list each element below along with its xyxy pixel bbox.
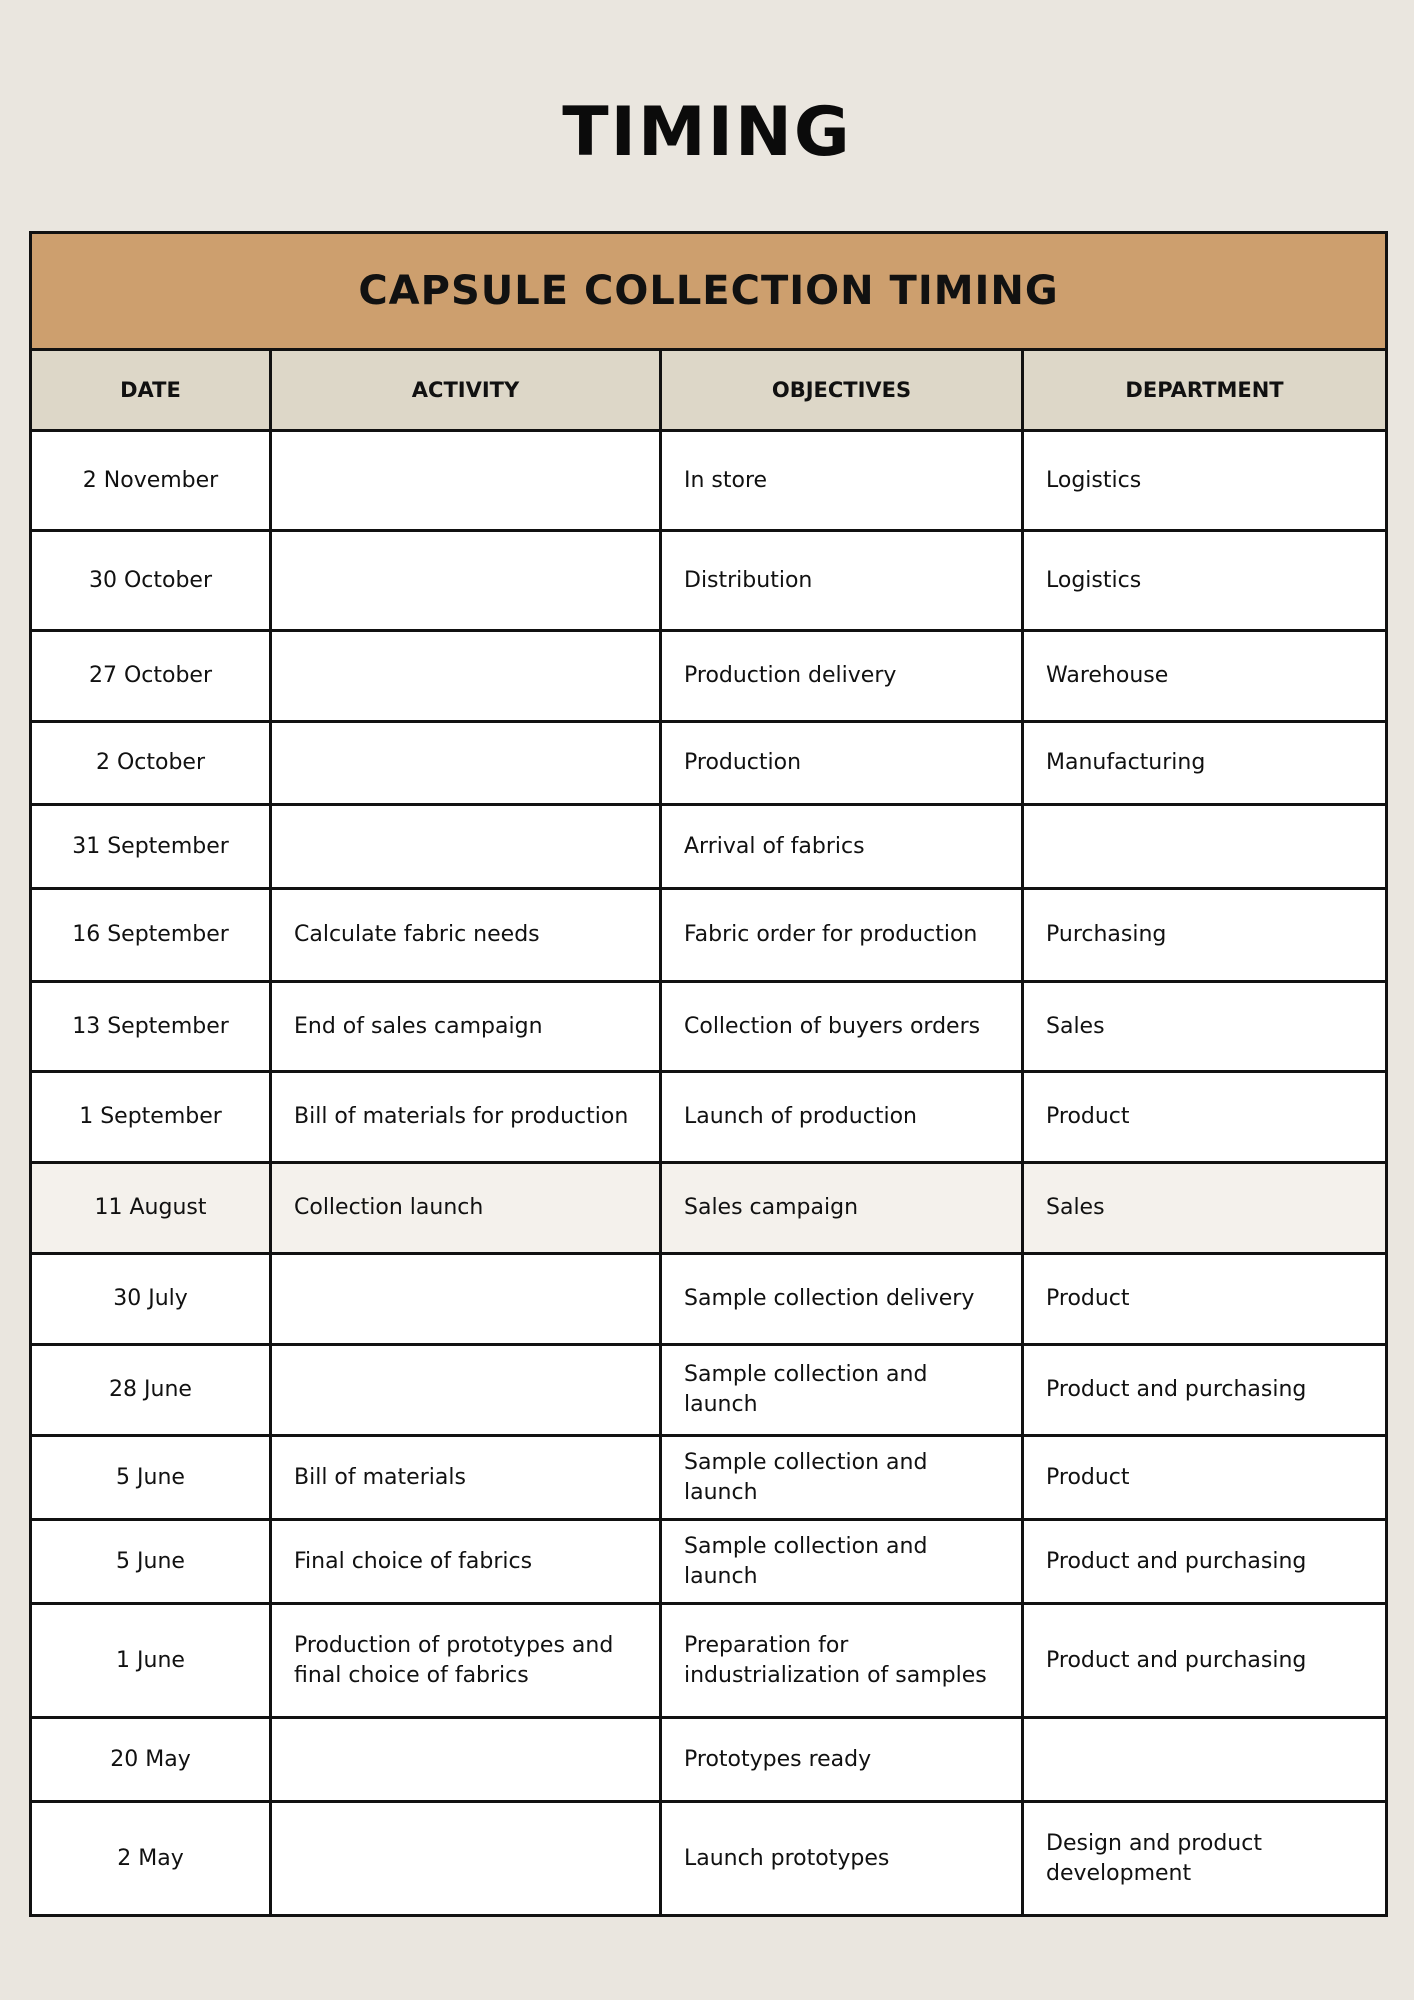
column-header-activity: ACTIVITY xyxy=(271,350,661,431)
department-cell: Sales xyxy=(1023,1163,1387,1254)
date-cell: 2 May xyxy=(31,1802,271,1916)
activity-cell xyxy=(271,431,661,531)
table-row xyxy=(31,1345,1387,1436)
date-cell: 13 September xyxy=(31,982,271,1072)
department-cell: Warehouse xyxy=(1023,631,1387,722)
date-cell: 16 September xyxy=(31,889,271,982)
department-cell: Logistics xyxy=(1023,431,1387,531)
objective-cell: Distribution xyxy=(661,531,1023,631)
department-cell: Product xyxy=(1023,1436,1387,1520)
date-cell: 27 October xyxy=(31,631,271,722)
column-header-department: DEPARTMENT xyxy=(1023,350,1387,431)
date-cell: 2 November xyxy=(31,431,271,531)
date-cell: 28 June xyxy=(31,1345,271,1436)
date-cell: 20 May xyxy=(31,1718,271,1802)
column-header-date: DATE xyxy=(31,350,271,431)
banner-row xyxy=(31,233,1387,350)
table-row xyxy=(31,805,1387,889)
objective-cell: In store xyxy=(661,431,1023,531)
activity-cell xyxy=(271,1802,661,1916)
table-banner-title: CAPSULE COLLECTION TIMING xyxy=(31,233,1387,350)
table-row xyxy=(31,1254,1387,1345)
objective-cell: Sample collection and launch xyxy=(661,1436,1023,1520)
date-cell: 30 July xyxy=(31,1254,271,1345)
department-cell: Product and purchasing xyxy=(1023,1604,1387,1718)
activity-cell xyxy=(271,531,661,631)
objective-cell: Sales campaign xyxy=(661,1163,1023,1254)
activity-cell xyxy=(271,1718,661,1802)
objective-cell: Fabric order for production xyxy=(661,889,1023,982)
table-row xyxy=(31,631,1387,722)
table-row xyxy=(31,1802,1387,1916)
objective-cell: Launch prototypes xyxy=(661,1802,1023,1916)
table-row xyxy=(31,1604,1387,1718)
activity-cell: Production of prototypes and final choice of fabrics xyxy=(271,1604,661,1718)
page-title: TIMING xyxy=(562,93,852,172)
objective-cell: Launch of production xyxy=(661,1072,1023,1163)
activity-cell xyxy=(271,722,661,805)
department-cell xyxy=(1023,805,1387,889)
table-row xyxy=(31,531,1387,631)
activity-cell xyxy=(271,1254,661,1345)
objective-cell: Preparation for industrialization of samples xyxy=(661,1604,1023,1718)
department-cell xyxy=(1023,1718,1387,1802)
department-cell: Purchasing xyxy=(1023,889,1387,982)
activity-cell: Collection launch xyxy=(271,1163,661,1254)
date-cell: 1 June xyxy=(31,1604,271,1718)
date-cell: 5 June xyxy=(31,1436,271,1520)
table-row xyxy=(31,1072,1387,1163)
activity-cell: Final choice of fabrics xyxy=(271,1520,661,1604)
activity-cell: End of sales campaign xyxy=(271,982,661,1072)
department-cell: Design and product development xyxy=(1023,1802,1387,1916)
activity-cell xyxy=(271,631,661,722)
activity-cell: Calculate fabric needs xyxy=(271,889,661,982)
table-row xyxy=(31,889,1387,982)
department-cell: Logistics xyxy=(1023,531,1387,631)
date-cell: 30 October xyxy=(31,531,271,631)
objective-cell: Collection of buyers orders xyxy=(661,982,1023,1072)
department-cell: Product xyxy=(1023,1072,1387,1163)
date-cell: 1 September xyxy=(31,1072,271,1163)
activity-cell xyxy=(271,1345,661,1436)
table-row xyxy=(31,982,1387,1072)
department-cell: Manufacturing xyxy=(1023,722,1387,805)
department-cell: Sales xyxy=(1023,982,1387,1072)
timing-table xyxy=(29,231,1388,1917)
activity-cell: Bill of materials for production xyxy=(271,1072,661,1163)
date-cell: 5 June xyxy=(31,1520,271,1604)
date-cell: 31 September xyxy=(31,805,271,889)
date-cell: 11 August xyxy=(31,1163,271,1254)
date-cell: 2 October xyxy=(31,722,271,805)
table-row xyxy=(31,722,1387,805)
table-row xyxy=(31,1520,1387,1604)
objective-cell: Sample collection and launch xyxy=(661,1520,1023,1604)
objective-cell: Sample collection and launch xyxy=(661,1345,1023,1436)
objective-cell: Prototypes ready xyxy=(661,1718,1023,1802)
department-cell: Product and purchasing xyxy=(1023,1520,1387,1604)
department-cell: Product and purchasing xyxy=(1023,1345,1387,1436)
objective-cell: Production delivery xyxy=(661,631,1023,722)
department-cell: Product xyxy=(1023,1254,1387,1345)
column-header-objectives: OBJECTIVES xyxy=(661,350,1023,431)
table-row xyxy=(31,1718,1387,1802)
header-row xyxy=(31,350,1387,431)
table-row xyxy=(31,1163,1387,1254)
objective-cell: Production xyxy=(661,722,1023,805)
objective-cell: Sample collection delivery xyxy=(661,1254,1023,1345)
activity-cell: Bill of materials xyxy=(271,1436,661,1520)
activity-cell xyxy=(271,805,661,889)
table-row xyxy=(31,431,1387,531)
objective-cell: Arrival of fabrics xyxy=(661,805,1023,889)
table-row xyxy=(31,1436,1387,1520)
